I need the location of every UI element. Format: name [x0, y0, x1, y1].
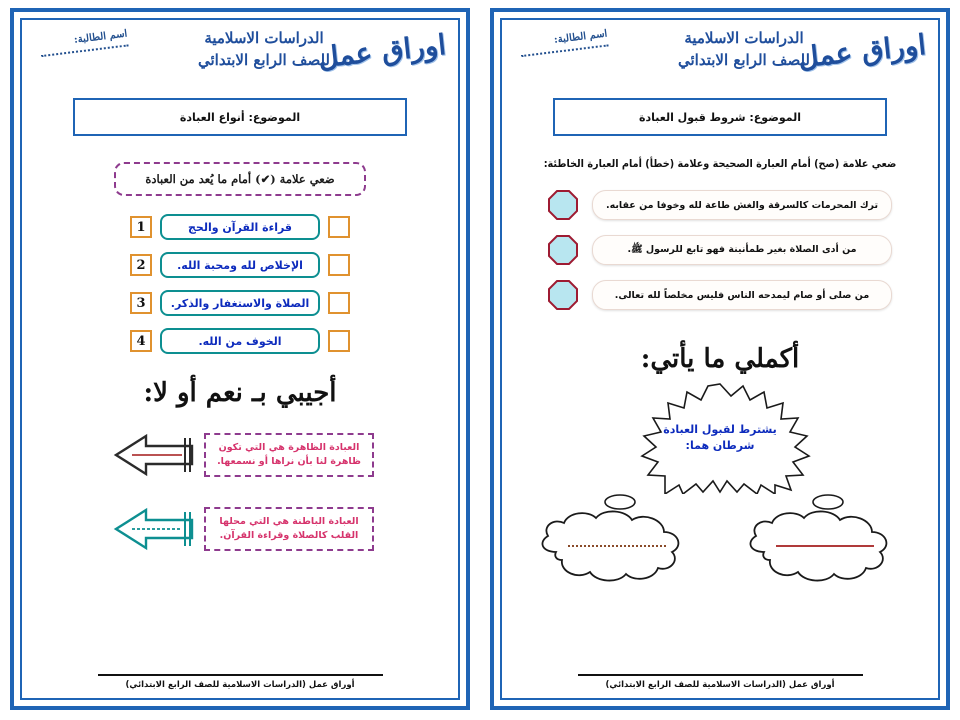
checkbox-number: 1 — [130, 216, 152, 238]
octagon-answer-icon[interactable] — [548, 280, 578, 310]
checkbox-label: قراءة القرآن والحج — [160, 214, 320, 240]
checkbox-row — [32, 214, 448, 240]
cloud-answer-slot[interactable] — [734, 490, 914, 600]
cloud-answer-slot[interactable] — [526, 490, 706, 600]
starburst-line1: يشترط لقبول العبادة — [663, 422, 777, 436]
worksheet-page-right — [490, 8, 950, 710]
page-left-header — [32, 26, 448, 92]
truefalse-list — [512, 190, 928, 310]
arrow-left-icon[interactable] — [106, 428, 198, 482]
checkbox-label: الخوف من الله. — [160, 328, 320, 354]
subject-line1-left: الدراسات الاسلامية — [204, 29, 324, 47]
starburst-line2: شرطان هما: — [685, 439, 755, 452]
truefalse-statement: من صلى أو صام ليمدحه الناس فليس مخلصاً لله تعالى. — [592, 280, 892, 310]
arrow-answer-slot[interactable] — [106, 502, 198, 556]
topic-box-left: الموضوع: أنواع العبادة — [73, 98, 407, 136]
checkbox-label: الإخلاص لله ومحبة الله. — [160, 252, 320, 278]
checkbox-input[interactable] — [328, 254, 350, 276]
worksheet-title-right: اوراق عمل — [796, 28, 928, 75]
worksheet-page-left — [10, 8, 470, 710]
checkbox-label: الصلاة والاستغفار والذكر. — [160, 290, 320, 316]
thought-cloud-icon[interactable] — [734, 490, 914, 600]
cloud-answers — [512, 490, 928, 600]
checkbox-number: 4 — [130, 330, 152, 352]
checkbox-list — [32, 214, 448, 354]
worksheet-title-left: اوراق عمل — [316, 28, 448, 75]
student-name-line-right[interactable] — [521, 43, 609, 57]
checkbox-input[interactable] — [328, 330, 350, 352]
section-title-left: أجيبي بـ نعم أو لا: — [143, 378, 337, 408]
subject-line1-right: الدراسات الاسلامية — [684, 29, 804, 47]
page-left-footer — [36, 674, 444, 690]
octagon-answer-icon[interactable] — [548, 190, 578, 220]
checkbox-input[interactable] — [328, 292, 350, 314]
thought-cloud-icon[interactable] — [526, 490, 706, 600]
octagon-answer-icon[interactable] — [548, 235, 578, 265]
truefalse-statement: من أدى الصلاة بغير طمأنينة فهو تابع للرسول ﷺ. — [592, 235, 892, 265]
truefalse-statement: ترك المحرمات كالسرقة والغش طاعة لله وخوفا من عقابه. — [592, 190, 892, 220]
truefalse-row — [512, 190, 928, 220]
arrow-statement-text: العبادة الباطنة هي التي محلها القلب كالصلاة وقراءة القرآن. — [204, 507, 374, 551]
instruction-right: ضعي علامة (صح) أمام العبارة الصحيحة وعلامة (خطأ) أمام العبارة الخاطئة: — [543, 158, 897, 170]
page-left-inner — [20, 18, 460, 700]
instruction-left: ضعي علامة (✔) أمام ما يُعد من العبادة — [114, 162, 366, 196]
section-title-right: أكملي ما يأتي: — [640, 344, 800, 374]
arrow-statement-text: العبادة الظاهرة هي التي تكون ظاهرة لنا بأن نراها أو نسمعها. — [204, 433, 374, 477]
truefalse-row — [512, 235, 928, 265]
checkbox-row — [32, 328, 448, 354]
checkbox-number: 2 — [130, 254, 152, 276]
truefalse-row — [512, 280, 928, 310]
page-right-inner — [500, 18, 940, 700]
footer-rule-left — [98, 674, 383, 676]
checkbox-number: 3 — [130, 292, 152, 314]
student-name-field-left[interactable] — [35, 28, 129, 57]
student-name-field-right[interactable] — [515, 28, 609, 57]
arrow-statement-row — [32, 502, 448, 556]
topic-box-right: الموضوع: شروط قبول العبادة — [553, 98, 887, 136]
student-name-line-left[interactable] — [41, 43, 129, 57]
arrow-answer-slot[interactable] — [106, 428, 198, 482]
page-right-header — [512, 26, 928, 92]
checkbox-row — [32, 252, 448, 278]
footer-text-right: أوراق عمل (الدراسات الاسلامية للصف الرابع الابتدائي) — [605, 680, 835, 690]
footer-rule-right — [578, 674, 863, 676]
subject-heading-left — [198, 28, 330, 72]
starburst-callout — [615, 382, 825, 494]
subject-line2-left: للصف الرابع الابتدائي — [198, 50, 330, 69]
checkbox-input[interactable] — [328, 216, 350, 238]
starburst-text — [615, 382, 825, 494]
footer-text-left: أوراق عمل (الدراسات الاسلامية للصف الرابع الابتدائي) — [125, 680, 355, 690]
student-name-label-right: اسم الطالبة: — [553, 28, 608, 46]
page-right-footer — [516, 674, 924, 690]
subject-line2-right: للصف الرابع الابتدائي — [678, 50, 810, 69]
arrow-statement-row — [32, 428, 448, 482]
checkbox-row — [32, 290, 448, 316]
arrow-left-icon[interactable] — [106, 502, 198, 556]
subject-heading-right — [678, 28, 810, 72]
student-name-label-left: اسم الطالبة: — [73, 28, 128, 46]
